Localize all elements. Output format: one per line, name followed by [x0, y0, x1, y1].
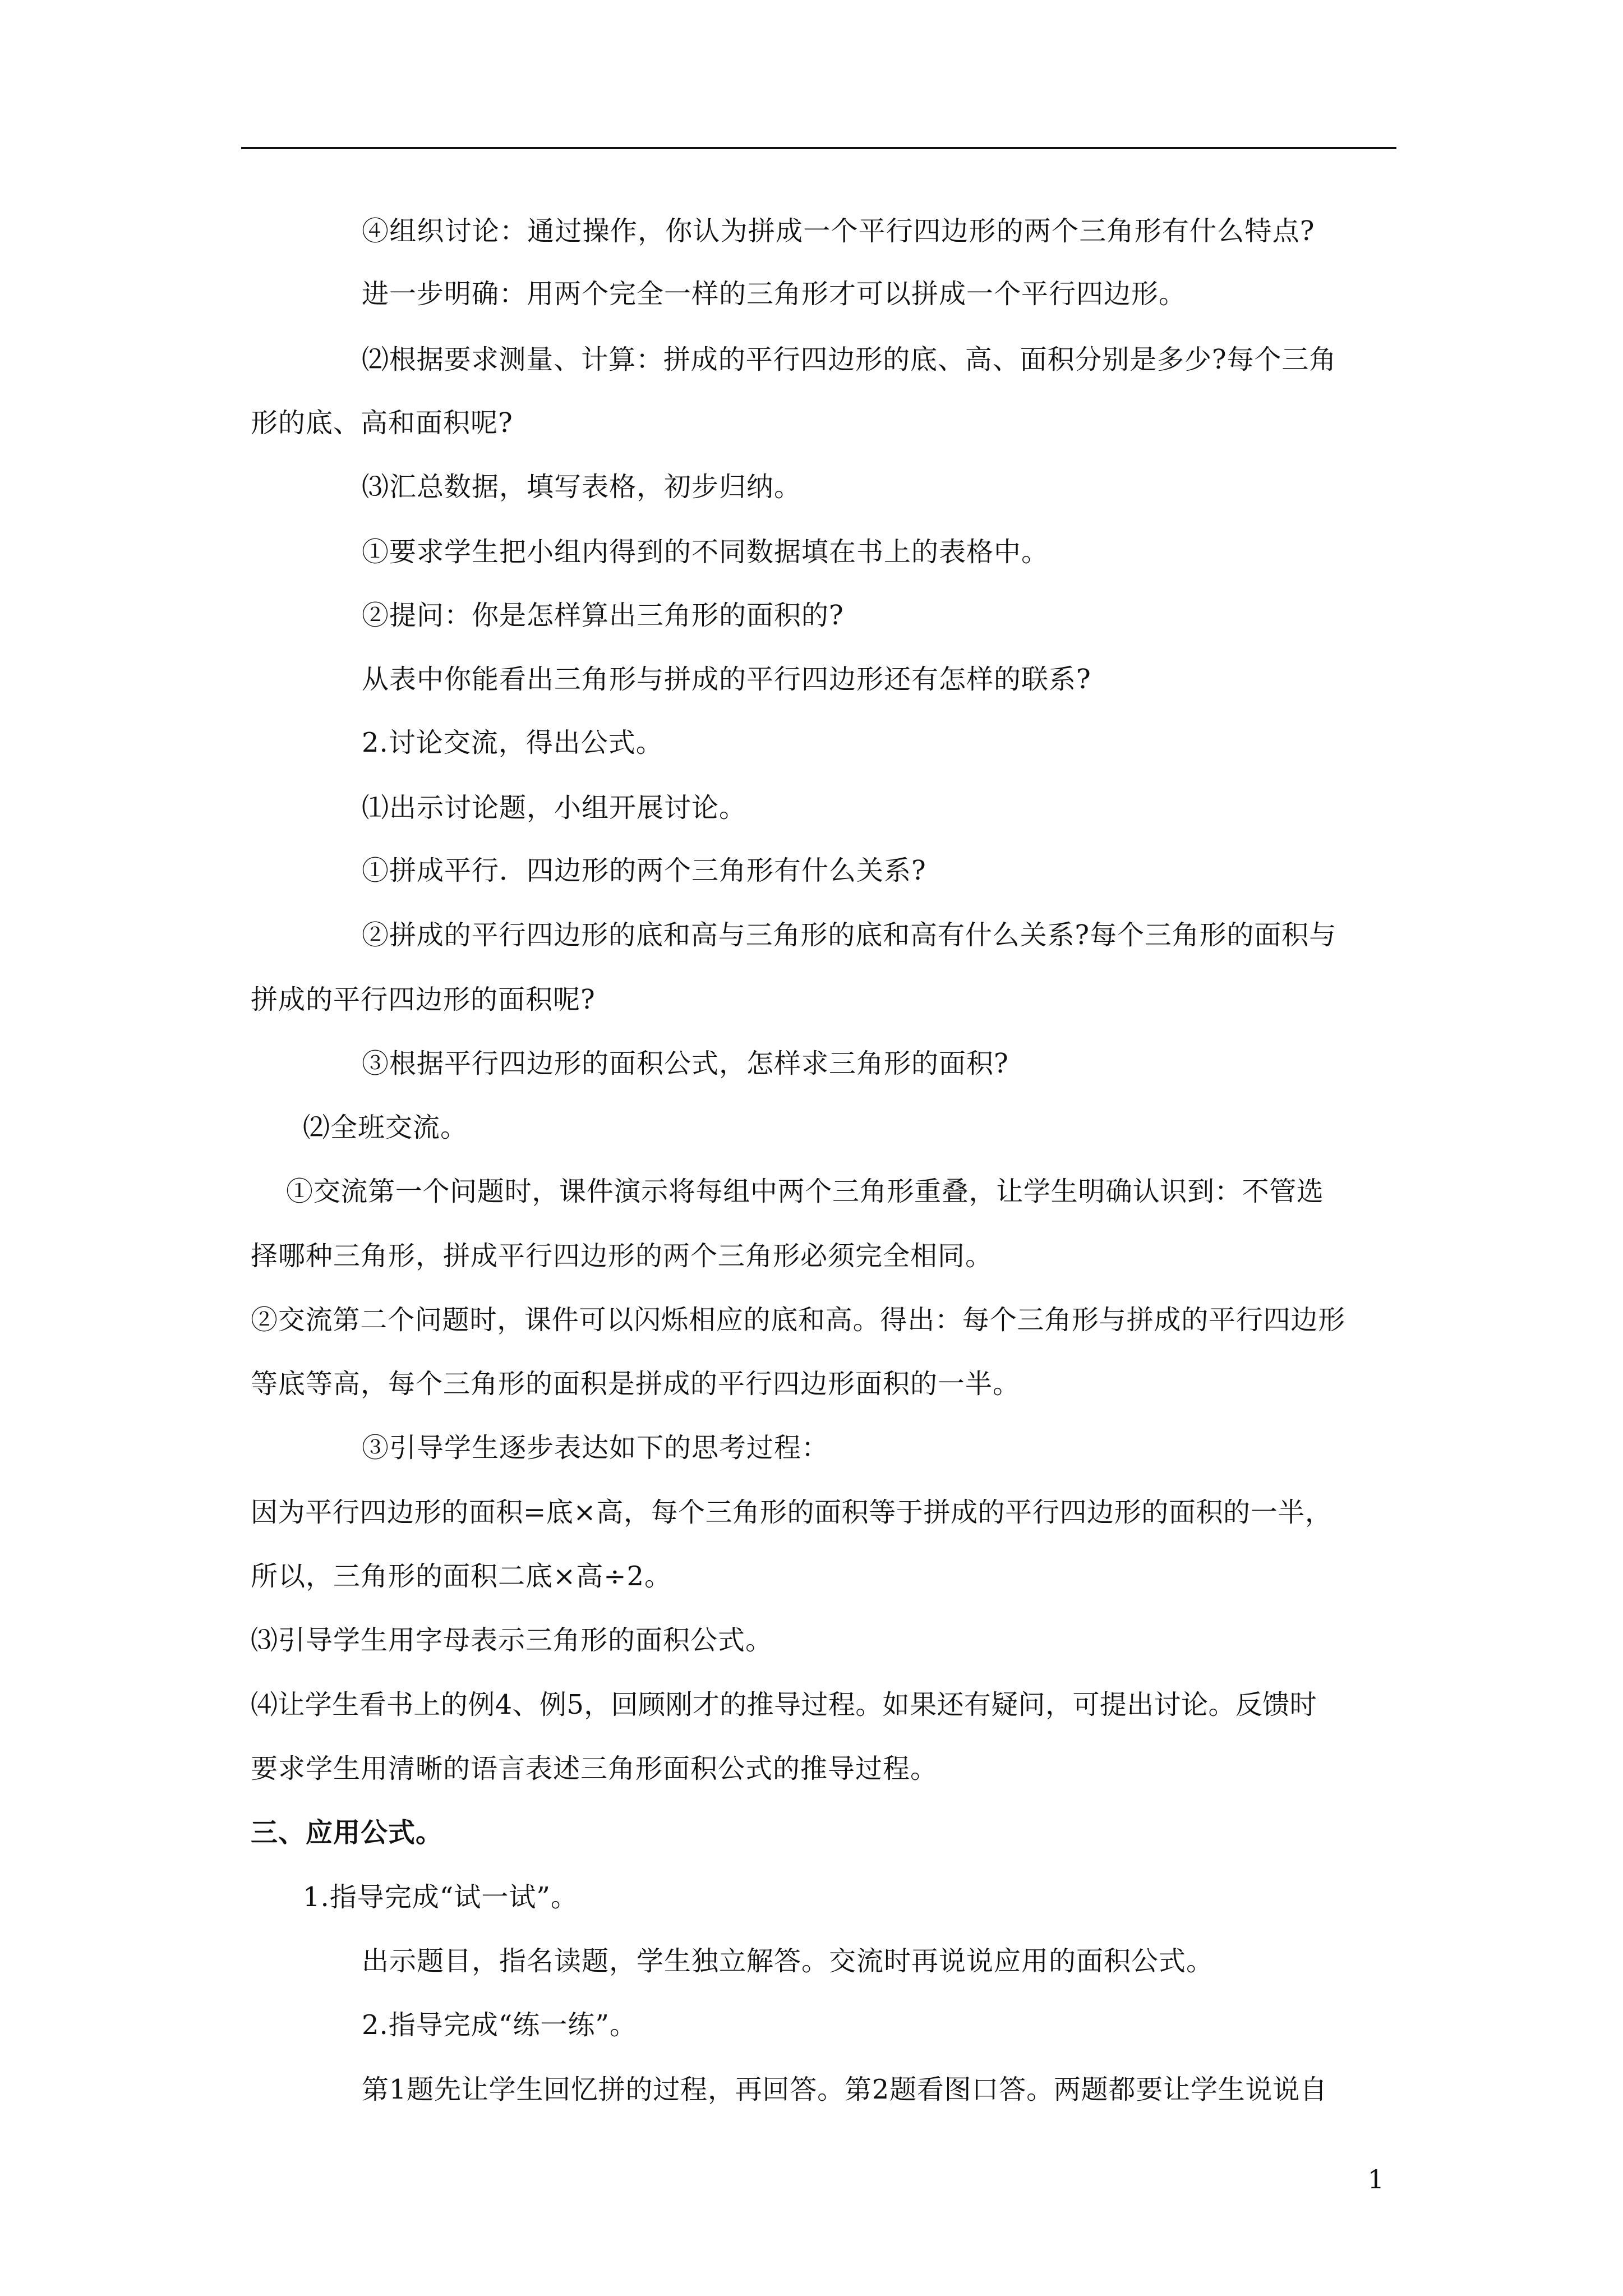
- text-line: 形的底、高和面积呢?: [251, 407, 513, 439]
- page-number: 1: [1367, 2164, 1384, 2194]
- text-line: ②拼成的平行四边形的底和高与三角形的底和高有什么关系?每个三角形的面积与: [362, 919, 1337, 951]
- text-line: ①拼成平行．四边形的两个三角形有什么关系?: [362, 855, 926, 886]
- text-line: ①要求学生把小组内得到的不同数据填在书上的表格中。: [362, 536, 1049, 568]
- text-line: 所以，三角形的面积二底×高÷2。: [251, 1561, 672, 1592]
- text-line: 进一步明确：用两个完全一样的三角形才可以拼成一个平行四边形。: [362, 278, 1187, 310]
- text-line: 因为平行四边形的面积=底×高，每个三角形的面积等于拼成的平行四边形的面积的一半，: [251, 1497, 1332, 1528]
- text-line: 从表中你能看出三角形与拼成的平行四边形还有怎样的联系?: [362, 664, 1091, 695]
- text-line: 出示题目，指名读题，学生独立解答。交流时再说说应用的面积公式。: [362, 1945, 1214, 1977]
- header-rule: [241, 147, 1396, 149]
- text-line: ①交流第一个问题时，课件演示将每组中两个三角形重叠，让学生明确认识到：不管选: [286, 1176, 1324, 1207]
- text-line: ⑴出示讨论题，小组开展讨论。: [362, 792, 747, 823]
- text-line: ⑵全班交流。: [303, 1112, 468, 1143]
- text-line: ②提问：你是怎样算出三角形的面积的?: [362, 600, 844, 631]
- section-heading: 三、应用公式。: [251, 1817, 444, 1848]
- text-line: ②交流第二个问题时，课件可以闪烁相应的底和高。得出：每个三角形与拼成的平行四边形: [251, 1304, 1346, 1336]
- text-line: ③引导学生逐步表达如下的思考过程：: [362, 1432, 829, 1464]
- text-line: ⑵根据要求测量、计算：拼成的平行四边形的底、高、面积分别是多少?每个三角: [362, 344, 1337, 375]
- text-line: ③根据平行四边形的面积公式，怎样求三角形的面积?: [362, 1048, 1009, 1079]
- text-line: 2.指导完成“练一练”。: [362, 2009, 637, 2041]
- text-line: 等底等高，每个三角形的面积是拼成的平行四边形面积的一半。: [251, 1368, 1021, 1400]
- text-line: 拼成的平行四边形的面积呢?: [251, 984, 596, 1015]
- text-line: 择哪种三角形，拼成平行四边形的两个三角形必须完全相同。: [251, 1240, 993, 1272]
- text-line: 1.指导完成“试一试”。: [303, 1881, 578, 1913]
- text-line: ⑶引导学生用字母表示三角形的面积公式。: [251, 1625, 773, 1656]
- text-line: 2.讨论交流，得出公式。: [362, 727, 663, 758]
- text-line: ⑷让学生看书上的例4、例5，回顾刚才的推导过程。如果还有疑问，可提出讨论。反馈时: [251, 1689, 1317, 1720]
- text-line: ④组织讨论：通过操作，你认为拼成一个平行四边形的两个三角形有什么特点?: [362, 215, 1315, 247]
- text-line: 要求学生用清晰的语言表述三角形面积公式的推导过程。: [251, 1753, 938, 1784]
- text-line: ⑶汇总数据，填写表格，初步归纳。: [362, 471, 802, 503]
- text-line: 第1题先让学生回忆拼的过程，再回答。第2题看图口答。两题都要让学生说说自: [362, 2074, 1327, 2105]
